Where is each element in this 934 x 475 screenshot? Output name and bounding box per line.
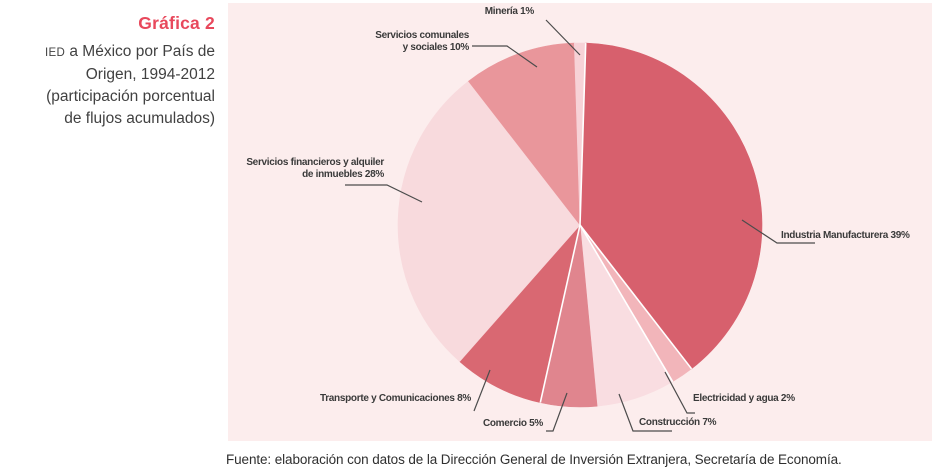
caption-heading: Gráfica 2 — [138, 13, 215, 33]
label-servicios-comunales-line2: y sociales 10% — [402, 42, 469, 53]
label-electricidad-y-agua: Electricidad y agua 2% — [693, 393, 795, 404]
caption-ied-smallcaps: IED — [45, 47, 66, 59]
label-servicios-financieros-line2: de inmuebles 28% — [302, 169, 384, 180]
label-servicios-financieros — [174, 157, 384, 181]
caption-line-4: de flujos acumulados) — [64, 110, 215, 127]
label-servicios-comunales — [299, 30, 469, 54]
caption-line-3: (participación porcentual — [46, 88, 215, 105]
label-transporte-y-comunicaciones: Transporte y Comunicaciones 8% — [319, 393, 471, 404]
caption-line-2: Origen, 1994-2012 — [85, 66, 215, 83]
label-industria-manufacturera: Industria Manufacturera 39% — [781, 230, 910, 241]
label-mineria: Minería 1% — [484, 6, 534, 17]
caption-line-1 — [0, 41, 215, 64]
caption-line-1-rest: a México por País de — [65, 43, 215, 60]
label-comercio: Comercio 5% — [482, 418, 543, 429]
chart-caption — [0, 13, 215, 130]
label-servicios-financieros-line1: Servicios financieros y alquiler — [246, 157, 384, 168]
footer-source: Fuente: elaboración con datos de la Dirección General de Inversión Extranjera, Secretaría de Economía. — [226, 452, 842, 467]
label-servicios-comunales-line1: Servicios comunales — [375, 30, 469, 41]
label-construccion: Construcción 7% — [639, 417, 717, 428]
